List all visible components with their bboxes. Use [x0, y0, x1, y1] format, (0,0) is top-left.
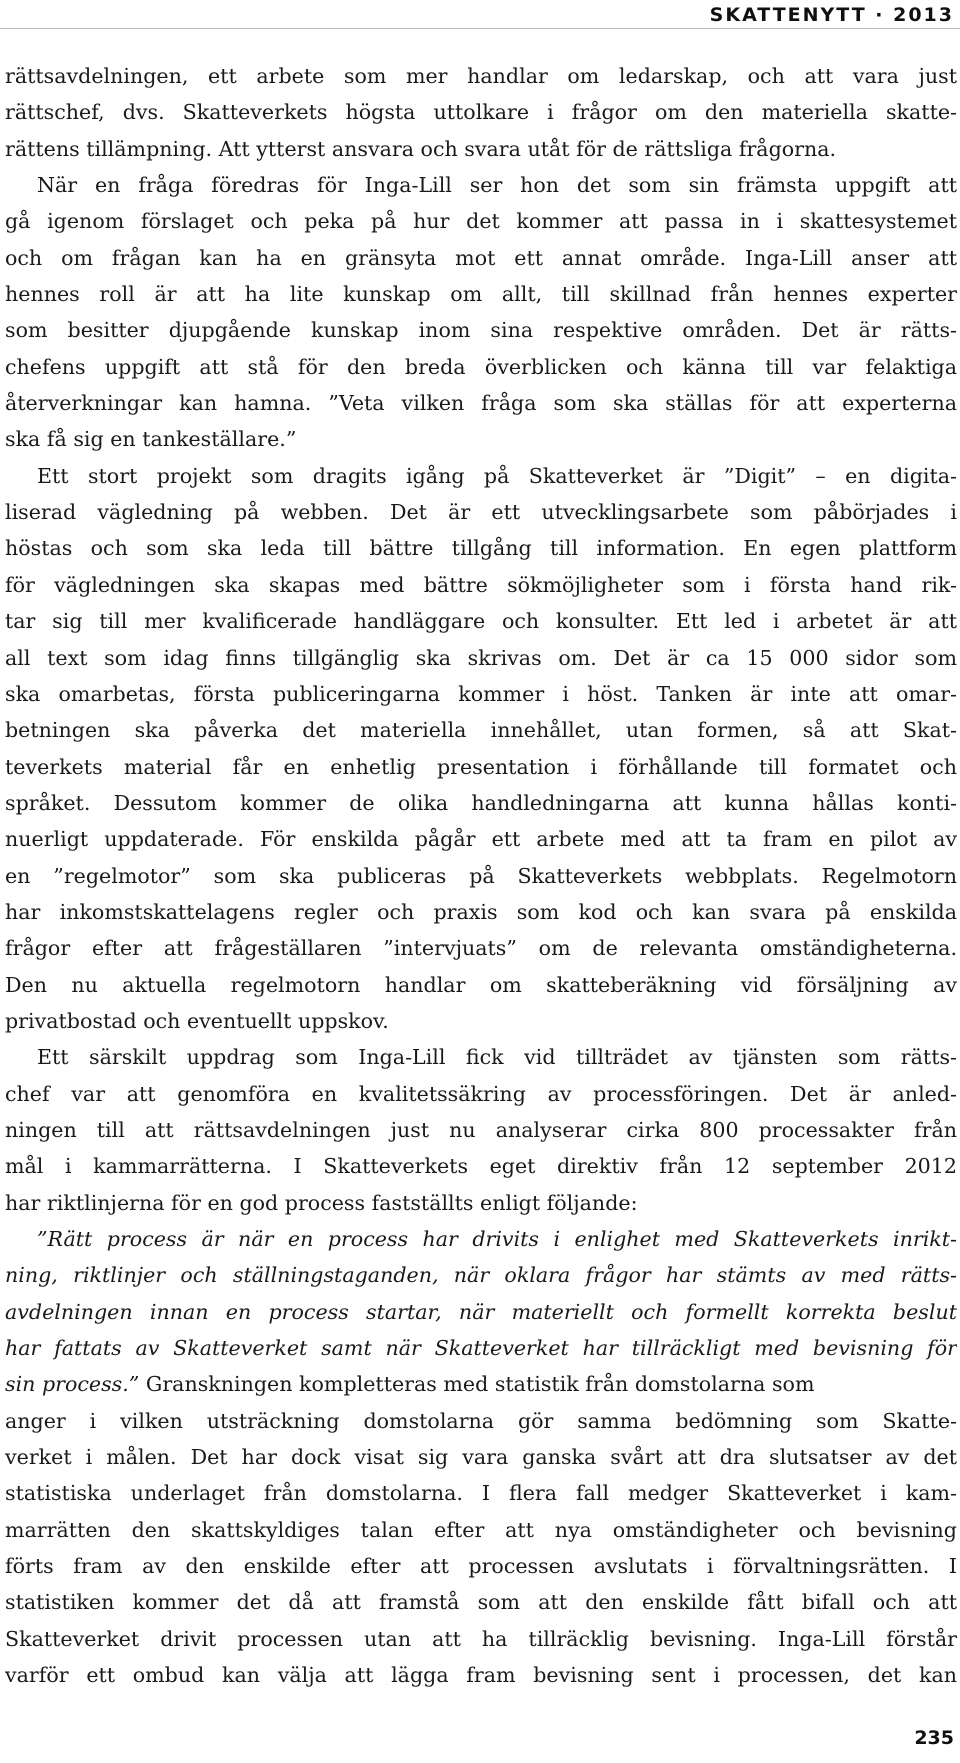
text-line: har riktlinjerna för en god process fastställts enligt följande:	[5, 1190, 638, 1215]
text-line: ska få sig en tankeställare.”	[5, 427, 297, 452]
text-line: chefens uppgift att stå för den breda överblicken och känna till var felaktiga	[5, 354, 957, 379]
text-line: rättsavdelningen, ett arbete som mer handlar om ledarskap, och att vara just	[5, 64, 957, 88]
text-run: Granskningen kompletteras med statistik från domstolarna som	[139, 1372, 815, 1397]
text-line: varför ett ombud kan välja att lägga fram bevisning sent i processen, det kan	[5, 1663, 957, 1688]
text-line: gå igenom förslaget och peka på hur det kommer att passa in i skattesystemet	[5, 209, 957, 234]
quote-line: ning, riktlinjer och ställningstaganden, när oklara frågor har stämts av med rätts-	[5, 1263, 957, 1288]
text-line: återverkningar kan hamna. ”Veta vilken fråga som ska ställas för att experterna	[5, 391, 957, 416]
running-head: SKATTENYTT · 2013	[709, 4, 954, 26]
text-line: chef var att genomföra en kvalitetssäkring av processföringen. Det är anled-	[5, 1081, 957, 1106]
quote-end: sin process.”	[5, 1372, 140, 1397]
text-line: verket i målen. Det har dock visat sig vara ganska svårt att dra slutsatser av det	[5, 1445, 957, 1470]
text-line: rättens tillämpning. Att ytterst ansvara och svara utåt för de rättsliga frågorna.	[5, 136, 837, 161]
text-line: marrätten den skattskyldiges talan efter att nya omständigheter och bevisning	[5, 1517, 957, 1542]
header-rule	[0, 28, 960, 29]
text-line: betningen ska påverka det materiella innehållet, utan formen, så att Skat-	[5, 718, 957, 743]
text-line: statistiska underlaget från domstolarna. I flera fall medger Skatteverket i kam-	[5, 1481, 957, 1506]
text-line: har inkomstskattelagens regler och praxis som kod och kan svara på enskilda	[5, 899, 957, 924]
text-line	[5, 1693, 957, 1729]
text-line: språket. Dessutom kommer de olika handledningarna att kunna hållas konti-	[5, 790, 957, 815]
mixed-line	[5, 1366, 957, 1402]
text-line: liserad vägledning på webben. Det är ett utvecklingsarbete som påbörjades i	[5, 500, 957, 525]
text-line: Ett särskilt uppdrag som Inga-Lill fick vid tillträdet av tjänsten som rätts-	[37, 1045, 957, 1070]
text-line: anger i vilken utsträckning domstolarna gör samma bedömning som Skatte-	[5, 1408, 957, 1433]
text-line: som besitter djupgående kunskap inom sina respektive områden. Det är rätts-	[5, 318, 957, 343]
text-line: tar sig till mer kvalificerade handläggare och konsulter. Ett led i arbetet är att	[5, 609, 957, 634]
text-line: hennes roll är att ha lite kunskap om allt, till skillnad från hennes experter	[5, 282, 957, 307]
text-line: nuerligt uppdaterade. För enskilda pågår ett arbete med att ta fram en pilot av	[5, 827, 957, 852]
text-line: statistiken kommer det då att framstå som att den enskilde fått bifall och att	[5, 1590, 957, 1615]
text-line: all text som idag finns tillgänglig ska skrivas om. Det är ca 15 000 sidor som	[5, 645, 957, 670]
text-line: en ”regelmotor” som ska publiceras på Skatteverkets webbplats. Regelmotorn	[5, 863, 957, 888]
quote-line: har fattats av Skatteverket samt när Skatteverket har tillräckligt med bevisning för	[5, 1336, 957, 1361]
text-line: Skatteverket drivit processen utan att ha tillräcklig bevisning. Inga-Lill förstår	[5, 1626, 957, 1651]
page-number: 235	[914, 1727, 954, 1749]
text-line: mål i kammarrätterna. I Skatteverkets eget direktiv från 12 september 2012	[5, 1154, 957, 1179]
text-line: teverkets material får en enhetlig presentation i förhållande till formatet och	[5, 754, 957, 779]
text-line: När en fråga föredras för Inga-Lill ser hon det som sin främsta uppgift att	[37, 173, 957, 198]
text-line: förts fram av den enskilde efter att processen avslutats i förvaltningsrätten. I	[5, 1554, 957, 1579]
text-line: Ett stort projekt som dragits igång på Skatteverket är ”Digit” – en digita-	[37, 463, 957, 488]
text-line: privatbostad och eventuellt uppskov.	[5, 1008, 389, 1033]
text-line: ska omarbetas, första publiceringarna kommer i höst. Tanken är inte att omar-	[5, 681, 957, 706]
text-line: Den nu aktuella regelmotorn handlar om skatteberäkning vid försäljning av	[5, 972, 957, 997]
page-header	[0, 0, 960, 32]
quote-line: avdelningen innan en process startar, när materiellt och formellt korrekta beslut	[5, 1299, 957, 1324]
quote-line: ”Rätt process är när en process har drivits i enlighet med Skatteverkets inrikt-	[37, 1227, 957, 1251]
text-line: för vägledningen ska skapas med bättre sökmöjligheter som i första hand rik-	[5, 572, 957, 597]
text-line: rättschef, dvs. Skatteverkets högsta uttolkare i frågor om den materiella skatte-	[5, 100, 957, 125]
text-line: ningen till att rättsavdelningen just nu analyserar cirka 800 processakter från	[5, 1117, 957, 1142]
text-line: frågor efter att frågeställaren ”intervjuats” om de relevanta omständigheterna.	[5, 936, 957, 961]
text-line: höstas och som ska leda till bättre tillgång till information. En egen plattform	[5, 536, 957, 561]
text-line: och om frågan kan ha en gränsyta mot ett annat område. Inga-Lill anser att	[5, 245, 957, 270]
article-body	[5, 58, 957, 1730]
